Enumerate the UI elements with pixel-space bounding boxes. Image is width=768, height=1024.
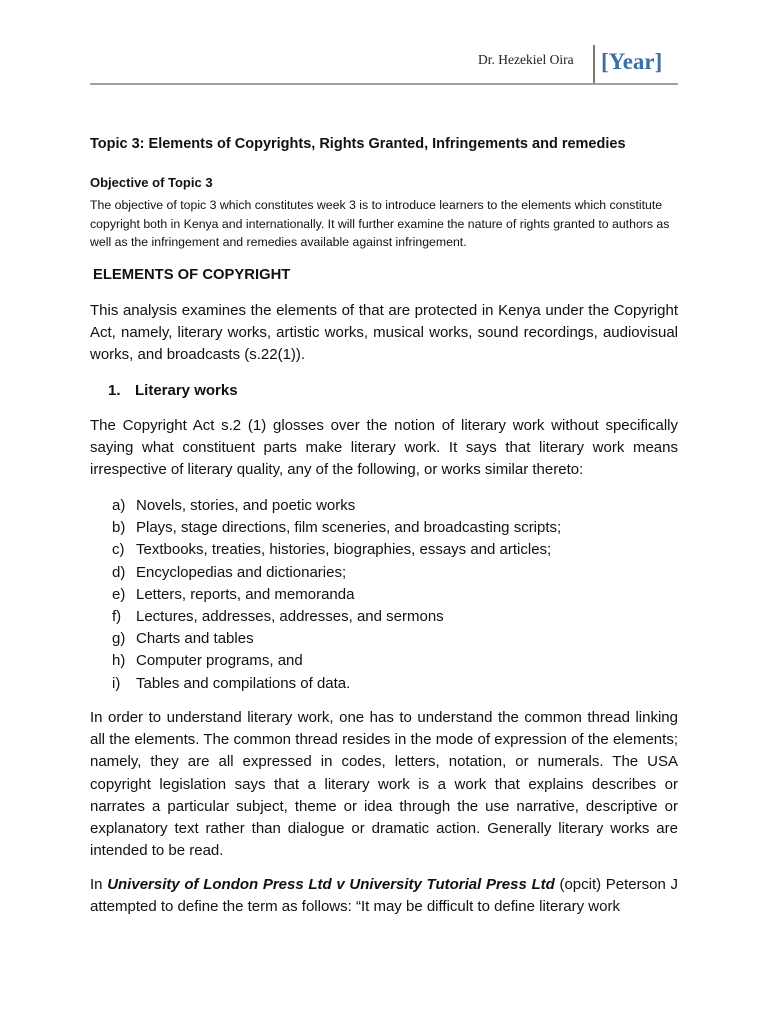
objective-title: Objective of Topic 3	[90, 175, 213, 190]
list-item-text: Textbooks, treaties, histories, biographies, essays and articles;	[136, 541, 552, 559]
list-item-text: Letters, reports, and memoranda	[136, 585, 355, 603]
list-marker: a)	[112, 497, 126, 514]
section-title: ELEMENTS OF COPYRIGHT	[93, 267, 291, 283]
list-marker: i)	[112, 674, 121, 692]
list-item	[112, 562, 700, 584]
header-year-placeholder: [Year]	[601, 49, 663, 74]
list-marker: g)	[112, 630, 126, 648]
list-marker: h)	[112, 652, 126, 670]
list-item	[112, 584, 700, 606]
list-marker: b)	[112, 519, 126, 537]
paragraph-common-thread: In order to understand literary work, one has to understand the common thread linking all the elements. The common thread resides in the mode of expression of the elements; namely, they are all expressed in codes, letters, notation, or numerals. The USA copyright legislation says that a literary work is a work that explains describes or narrates a particular subject, theme or idea through the use narrative, descriptive or explanatory text rather than dialogue or dramatic action. Generally literary works are intended to be read.	[90, 709, 678, 860]
literary-works-list	[112, 495, 700, 695]
list-item-text: Tables and compilations of data.	[136, 674, 351, 692]
list-item-text: Encyclopedias and dictionaries;	[136, 563, 347, 581]
list-item-text: Plays, stage directions, film sceneries, and broadcasting scripts;	[136, 519, 562, 537]
list-item-text: Charts and tables	[136, 630, 254, 648]
paragraph-intro: This analysis examines the elements of that are protected in Kenya under the Copyright Act, namely, literary works, artistic works, musical works, sound recordings, audiovisual works, and broadcasts (s.22(1)).	[90, 302, 678, 364]
header-author: Dr. Hezekiel Oira	[478, 52, 574, 67]
heading-number: 1.	[108, 382, 121, 399]
list-marker: f)	[112, 608, 122, 626]
list-item	[112, 628, 700, 650]
list-item	[112, 495, 700, 517]
paragraph-literary-definition: The Copyright Act s.2 (1) glosses over the notion of literary work without specifically saying what constituent parts make literary work. It says that literary work means irrespective of literary quality, any of the following, or works similar thereto:	[90, 417, 678, 479]
case-name: University of London Press Ltd v University Tutorial Press Ltd	[107, 876, 555, 893]
objective-text: The objective of topic 3 which constitutes week 3 is to introduce learners to the elements which constitute copyright both in Kenya and internationally. It will further examine the nature of rights granted to authors as well as the infringement and remedies available against infringement.	[90, 198, 670, 249]
header-divider	[593, 45, 595, 85]
list-item	[112, 650, 700, 672]
list-marker: c)	[112, 541, 125, 559]
paragraph-case-law	[90, 874, 678, 918]
list-item	[112, 606, 700, 628]
list-item-text: Computer programs, and	[136, 652, 303, 670]
paragraph-prefix: In	[90, 876, 108, 893]
list-item	[112, 673, 700, 695]
topic-title: Topic 3: Elements of Copyrights, Rights Granted, Infringements and remedies	[90, 136, 626, 152]
list-item-text: Lectures, addresses, addresses, and sermons	[136, 608, 444, 626]
list-marker: e)	[112, 585, 126, 603]
paragraph-suffix: (opcit) Peterson J attempted to define the term as follows: “It may be difficult to define literary work	[90, 876, 678, 916]
list-item	[112, 517, 700, 539]
list-item-text: Novels, stories, and poetic works	[136, 497, 356, 514]
list-item	[112, 539, 700, 561]
list-marker: d)	[112, 563, 126, 581]
heading-label: Literary works	[135, 382, 238, 399]
literary-works-heading	[108, 382, 696, 399]
header-rule	[90, 83, 678, 85]
